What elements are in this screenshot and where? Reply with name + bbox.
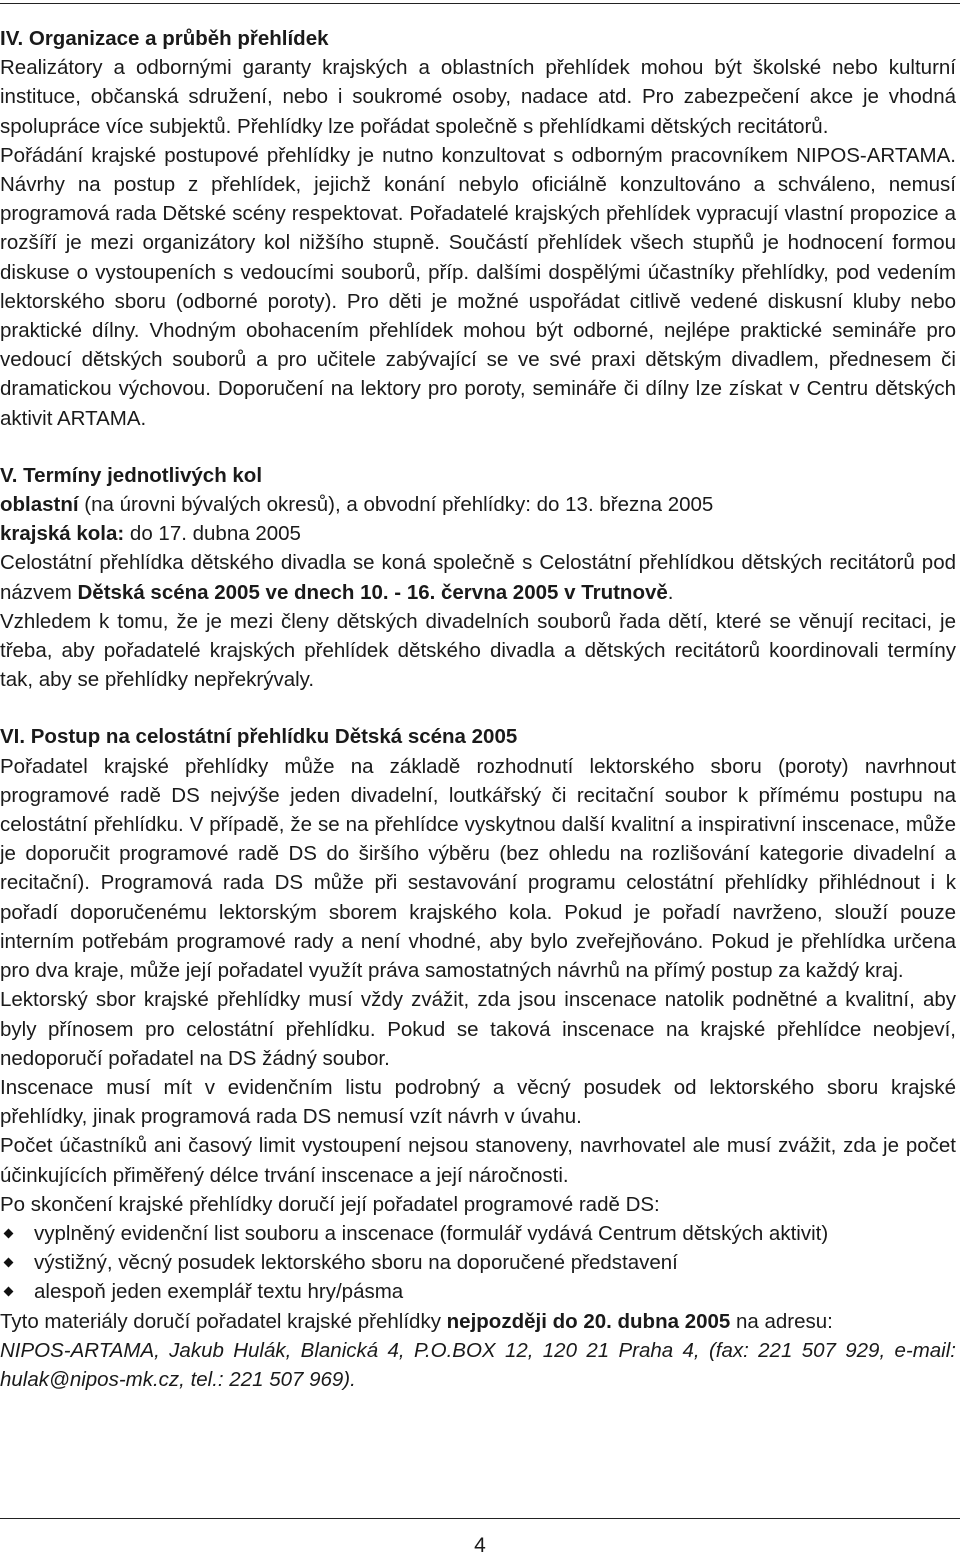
regional-text: (na úrovni bývalých okresů), a obvodní přehlídky: do 13. března 2005 — [78, 493, 714, 517]
list-item: alespoň jeden exemplář textu hry/pásma — [0, 1277, 956, 1306]
county-text: do 17. dubna 2005 — [124, 522, 301, 546]
diamond-bullet-icon — [4, 1287, 14, 1297]
regional-label: oblastní — [0, 493, 79, 517]
document-body — [0, 24, 956, 1394]
national-festival-paragraph: Celostátní přehlídka dětského divadla se koná společně s Celostátní přehlídkou dětských recitátorů pod názvem Dětská scéna 2005 ve dnech 10. - 16. června 2005 v Trutnově. — [0, 551, 956, 604]
section-6-paragraph: Po skončení krajské přehlídky doručí její pořadatel programové radě DS: — [0, 1192, 660, 1216]
deadline-paragraph: Tyto materiály doručí pořadatel krajské přehlídky nejpozději do 20. dubna 2005 na adresu: — [0, 1309, 833, 1333]
section-6-paragraph: Pořadatel krajské přehlídky může na základě rozhodnutí lektorského sboru (poroty) navrhnout programové radě DS nejvýše jeden divadelní, loutkářský či recitační soubor k přímému postupu na celostátní přehlídku. V případě, že se na přehlídce vyskytnou další kvalitní a inspirativní inscenace, může je doporučit programové radě DS do širšího výběru (bez ohledu na rozlišování kategorie divadelní a recitační). Programová rada DS může při sestavování programu celostátní přehlídky přihlédnout i k pořadí doporučenému lektorským sborem krajského kola. Pokud je pořadí navrženo, slouží pouze interním potřebám programové rady a není vhodné, aby bylo zveřejňováno. Pokud je přehlídka určena pro dva kraje, může její pořadatel využít práva samostatných návrhů na přímý postup za každý kraj. — [0, 754, 956, 983]
list-item: vyplněný evidenční list souboru a inscenace (formulář vydává Centrum dětských aktivit) — [0, 1219, 956, 1248]
section-4-paragraph: Pořádání krajské postupové přehlídky je nutno konzultovat s odborným pracovníkem NIPOS-ARTAMA. Návrhy na postup z přehlídek, jejichž konání nebylo oficiálně konzultováno a schváleno, nemusí programová rada Dětské scény respektovat. Pořadatelé krajských přehlídek vypracují vlastní propozice a rozšíří je mezi organizátory kol nižšího stupně. Součástí přehlídek všech stupňů je hodnocení formou diskuse o vystoupeních s vedoucími souborů, příp. dalšími dospělými účastníky přehlídky, pod vedením lektorského sboru (odborné poroty). Pro děti je možné uspořádat citlivě vedené diskusní kluby nebo praktické dílny. Vhodným obohacením přehlídek mohou být odborné, nejlépe praktické semináře pro vedoucí dětských souborů a pro učitele zabývající se ve své praxi dětským divadlem, přednesem či dramatickou výchovou. Doporučení na lektory pro poroty, semináře či dílny lze získat v Centru dětských aktivit ARTAMA. — [0, 143, 956, 430]
diamond-bullet-icon — [4, 1228, 14, 1238]
list-item: výstižný, věcný posudek lektorského sboru na doporučené představení — [0, 1248, 956, 1277]
county-label: krajská kola: — [0, 522, 125, 546]
section-6-paragraph: Inscenace musí mít v evidenčním listu podrobný a věcný posudek od lektorského sboru krajské přehlídky, jinak programová rada DS nemusí vzít návrh v úvahu. — [0, 1075, 956, 1129]
top-rule — [0, 3, 960, 4]
section-5-heading: V. Termíny jednotlivých kol — [0, 463, 263, 487]
regional-deadline — [0, 490, 956, 519]
diamond-bullet-icon — [4, 1258, 14, 1268]
coordination-paragraph: Vzhledem k tomu, že je mezi členy dětských divadelních souborů řada dětí, které se věnují recitaci, je třeba, aby pořadatelé krajských přehlídek dětského divadla a dětských recitátorů koordinovali termíny tak, aby se přehlídky nepřekrývaly. — [0, 609, 956, 692]
national-festival-dates: Dětská scéna 2005 ve dnech 10. - 16. června 2005 v Trutnově — [77, 580, 668, 604]
section-4-heading: IV. Organizace a průběh přehlídek — [0, 27, 329, 50]
section-6-paragraph: Lektorský sbor krajské přehlídky musí vždy zvážit, zda jsou inscenace natolik podnětné a kvalitní, aby byly přínosem pro celostátní přehlídku. Pokud se taková inscenace na krajské přehlídce neobjeví, nedoporučí pořadatel na DS žádný soubor. — [0, 988, 956, 1070]
county-deadline — [0, 519, 956, 548]
submission-deadline: nejpozději do 20. dubna 2005 — [446, 1309, 731, 1333]
bottom-rule — [0, 1518, 960, 1519]
section-4-paragraph: Realizátory a odbornými garanty krajských a oblastních přehlídek mohou být školské nebo kulturní instituce, občanská sdružení, nebo i soukromé osoby, nadace atd. Pro zabezpečení akce je vhodná spolupráce více subjektů. Přehlídky lze pořádat společně s přehlídkami dětských recitátorů. — [0, 56, 956, 138]
materials-list — [0, 1219, 956, 1307]
contact-address: NIPOS-ARTAMA, Jakub Hulák, Blanická 4, P.O.BOX 12, 120 21 Praha 4, (fax: 221 507 929, e-mail: hulak@nipos-mk.cz, tel.: 221 507 969). — [0, 1338, 956, 1391]
section-6-heading: VI. Postup na celostátní přehlídku Dětská scéna 2005 — [0, 725, 518, 749]
page-number: 4 — [474, 1534, 486, 1557]
section-6-paragraph: Počet účastníků ani časový limit vystoupení nejsou stanoveny, navrhovatel ale musí zvážit, zda je počet účinkujících přiměřený délce trvání inscenace a její náročnosti. — [0, 1134, 956, 1187]
